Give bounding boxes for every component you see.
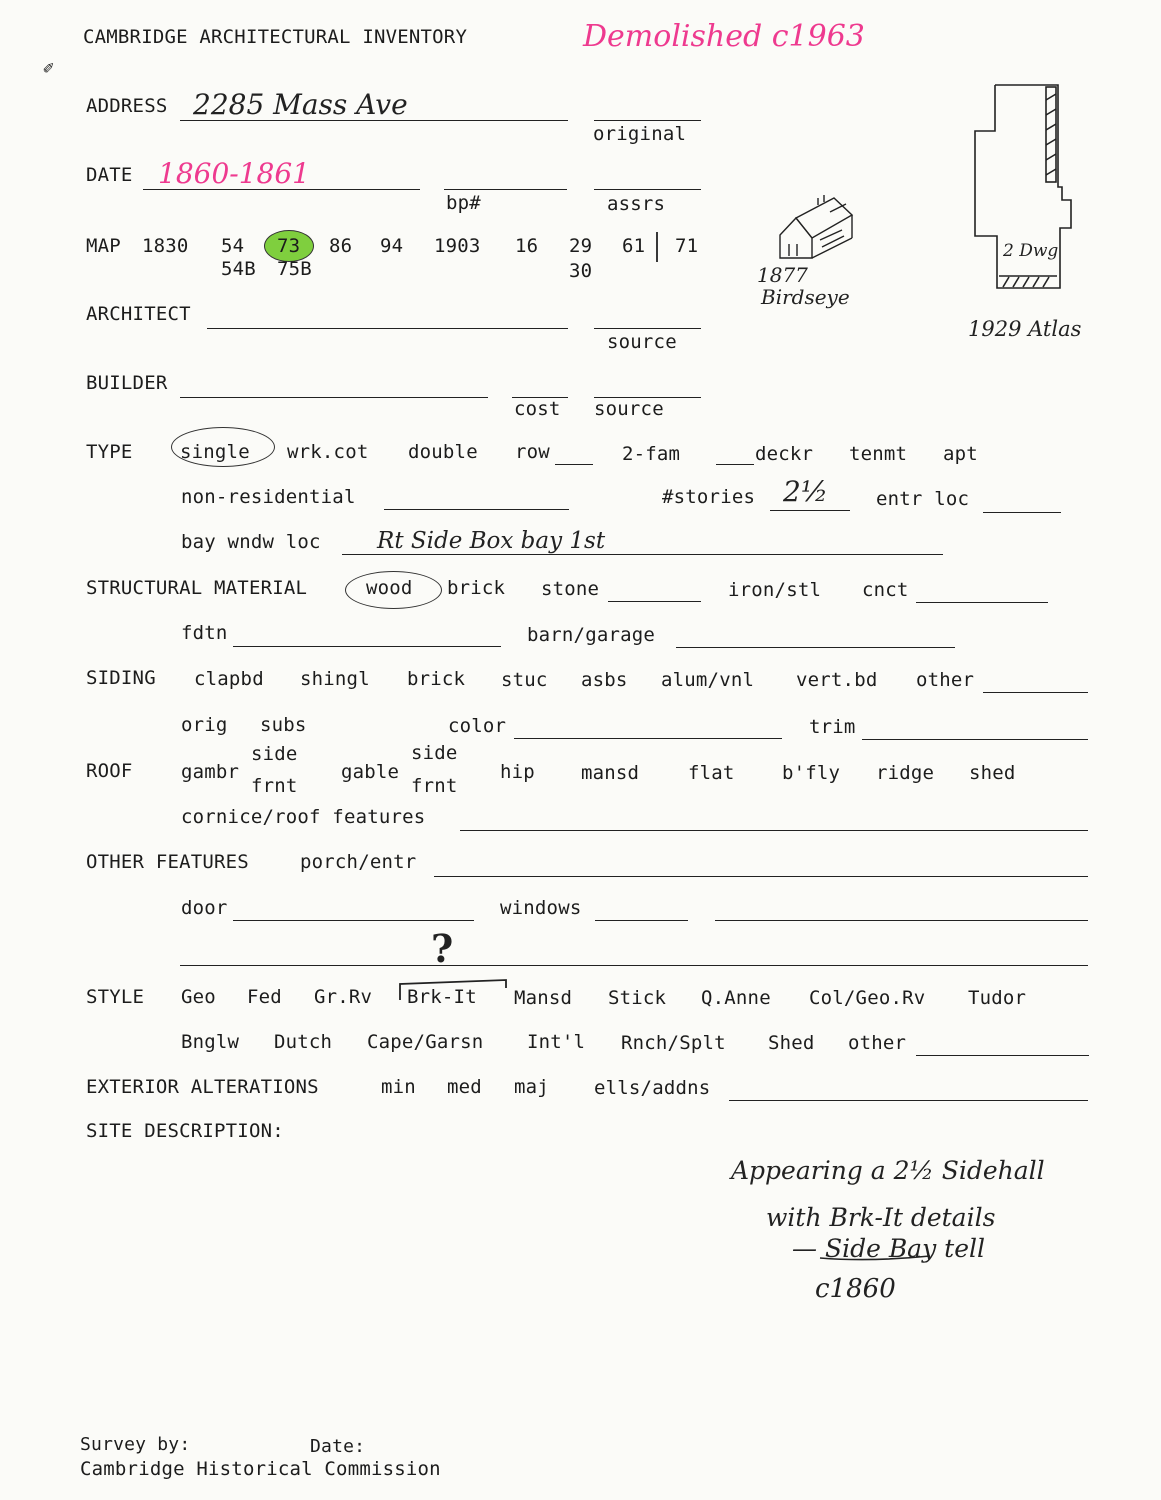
roof-shed: shed xyxy=(969,762,1016,784)
alterations-min: min xyxy=(381,1076,416,1098)
style-dutch: Dutch xyxy=(274,1031,333,1053)
site-note-2: with Brk-It details xyxy=(766,1203,996,1232)
roof-gambr-frnt: frnt xyxy=(251,775,298,797)
roof-label: ROOF xyxy=(86,760,133,782)
survey-by-label: Survey by: xyxy=(80,1434,191,1455)
alterations-ells-addns: ells/addns xyxy=(594,1077,711,1099)
roof-mansd: mansd xyxy=(581,762,640,784)
original-label: original xyxy=(593,123,687,145)
builder-label: BUILDER xyxy=(86,372,168,394)
siding-orig: orig xyxy=(181,714,228,736)
architect-label: ARCHITECT xyxy=(86,303,191,325)
roof-gambr-side: side xyxy=(251,743,298,765)
date-value: 1860-1861 xyxy=(158,157,310,190)
atlas-footprint-sketch xyxy=(975,85,1071,288)
entr-loc-label: entr loc xyxy=(876,488,970,510)
barn-garage-label: barn/garage xyxy=(527,624,656,646)
non-residential-label: non-residential xyxy=(181,486,356,508)
alterations-maj: maj xyxy=(514,1076,549,1098)
roof-gable-frnt: frnt xyxy=(411,775,458,797)
style-label: STYLE xyxy=(86,986,145,1008)
type-2-fam: 2-fam xyxy=(622,443,681,465)
porch-entr-label: porch/entr xyxy=(300,851,417,873)
site-note-4: c1860 xyxy=(815,1274,896,1304)
birdseye-label: Birdseye xyxy=(761,285,850,309)
margin-mark: ✐ xyxy=(43,58,55,79)
style-geo: Geo xyxy=(181,986,216,1008)
alterations-label: EXTERIOR ALTERATIONS xyxy=(86,1076,319,1098)
structural-iron: iron/stl xyxy=(728,579,822,601)
trim-label: trim xyxy=(809,716,856,738)
map-label: MAP xyxy=(86,235,121,257)
builder-source-label: source xyxy=(594,398,664,420)
style-other: other xyxy=(848,1032,907,1054)
commission-name: Cambridge Historical Commission xyxy=(80,1458,441,1480)
bay-window-value: Rt Side Box bay 1st xyxy=(377,528,606,554)
siding-brick: brick xyxy=(407,668,466,690)
style-col-geo-rv: Col/Geo.Rv xyxy=(809,987,926,1009)
style-gr-rv: Gr.Rv xyxy=(314,986,373,1008)
structural-stone: stone xyxy=(541,578,600,600)
roof-hip: hip xyxy=(500,761,535,783)
assrs-label: assrs xyxy=(607,193,666,215)
type-wrk-cot: wrk.cot xyxy=(287,441,369,463)
style-stick: Stick xyxy=(608,987,667,1009)
style-fed: Fed xyxy=(247,986,282,1008)
birdseye-year: 1877 xyxy=(757,263,808,287)
roof-flat: flat xyxy=(688,762,735,784)
architect-source-label: source xyxy=(607,331,677,353)
atlas-label: 1929 Atlas xyxy=(968,317,1082,341)
side-bay-underline xyxy=(820,1256,930,1260)
site-note-3: — Side Bay tell xyxy=(792,1234,985,1263)
map-year-94: 94 xyxy=(380,235,404,257)
bay-window-label: bay wndw loc xyxy=(181,531,321,553)
roof-bfly: b'fly xyxy=(782,762,841,784)
type-single: single xyxy=(180,441,250,463)
type-tenmt: tenmt xyxy=(849,443,908,465)
style-question-mark: ? xyxy=(431,926,454,971)
map-year-54: 54 xyxy=(221,235,245,257)
structural-wood: wood xyxy=(366,577,413,599)
survey-date-label: Date: xyxy=(310,1436,366,1457)
style-mansd: Mansd xyxy=(514,987,573,1009)
style-tudor: Tudor xyxy=(968,987,1027,1009)
bp-label: bp# xyxy=(446,192,481,214)
type-apt: apt xyxy=(943,443,978,465)
form-title: CAMBRIDGE ARCHITECTURAL INVENTORY xyxy=(83,26,468,48)
cornice-label: cornice/roof features xyxy=(181,806,426,828)
type-deckr: deckr xyxy=(755,443,814,465)
site-note-1: Appearing a 2½ Sidehall xyxy=(731,1156,1045,1185)
map-year-1903: 1903 xyxy=(434,235,481,257)
birdseye-house-sketch xyxy=(780,195,852,258)
map-year-29: 29 xyxy=(569,235,593,257)
map-year-1830: 1830 xyxy=(142,235,189,257)
brk-it-bracket xyxy=(400,980,506,1000)
map-year-61: 61 xyxy=(622,235,646,257)
structural-brick: brick xyxy=(447,577,506,599)
roof-gable-side: side xyxy=(411,742,458,764)
color-label: color xyxy=(448,715,507,737)
roof-gable: gable xyxy=(341,761,400,783)
address-value: 2285 Mass Ave xyxy=(193,88,408,121)
siding-clapbd: clapbd xyxy=(194,668,264,690)
map-year-54b: 54B xyxy=(221,258,256,280)
alterations-med: med xyxy=(447,1076,482,1098)
map-year-30: 30 xyxy=(569,260,593,282)
atlas-inner-label: 2 Dwg xyxy=(1003,241,1059,261)
fdtn-label: fdtn xyxy=(181,622,228,644)
stories-value: 2½ xyxy=(783,475,828,508)
structural-cnct: cnct xyxy=(862,579,909,601)
siding-other: other xyxy=(916,669,975,691)
map-year-73: 73 xyxy=(277,235,301,257)
siding-asbs: asbs xyxy=(581,669,628,691)
type-double: double xyxy=(408,441,478,463)
siding-label: SIDING xyxy=(86,667,156,689)
siding-alum-vnl: alum/vnl xyxy=(661,669,755,691)
other-features-label: OTHER FEATURES xyxy=(86,851,249,873)
cost-label: cost xyxy=(514,398,561,420)
door-label: door xyxy=(181,897,228,919)
site-description-label: SITE DESCRIPTION: xyxy=(86,1120,284,1142)
map-year-75b: 75B xyxy=(277,258,312,280)
style-rnch-splt: Rnch/Splt xyxy=(621,1032,726,1054)
roof-ridge: ridge xyxy=(876,762,935,784)
stories-label: #stories xyxy=(662,486,756,508)
style-cape-garsn: Cape/Garsn xyxy=(367,1031,484,1053)
map-year-16: 16 xyxy=(515,235,539,257)
map-year-86: 86 xyxy=(329,235,353,257)
windows-label: windows xyxy=(500,897,582,919)
style-brk-it: Brk-It xyxy=(407,986,477,1008)
siding-shingl: shingl xyxy=(300,668,370,690)
demolished-note: Demolished c1963 xyxy=(583,19,865,54)
siding-stuc: stuc xyxy=(501,669,548,691)
date-label: DATE xyxy=(86,164,133,186)
type-label: TYPE xyxy=(86,441,133,463)
style-shed: Shed xyxy=(768,1032,815,1054)
style-q-anne: Q.Anne xyxy=(701,987,771,1009)
structural-label: STRUCTURAL MATERIAL xyxy=(86,577,308,599)
address-label: ADDRESS xyxy=(86,95,168,117)
style-bnglw: Bnglw xyxy=(181,1031,240,1053)
siding-subs: subs xyxy=(260,714,307,736)
type-row: row xyxy=(515,441,550,463)
map-year-71: 71 xyxy=(675,235,699,257)
roof-gambr: gambr xyxy=(181,761,240,783)
siding-vert-bd: vert.bd xyxy=(796,669,878,691)
style-intl: Int'l xyxy=(527,1031,586,1053)
